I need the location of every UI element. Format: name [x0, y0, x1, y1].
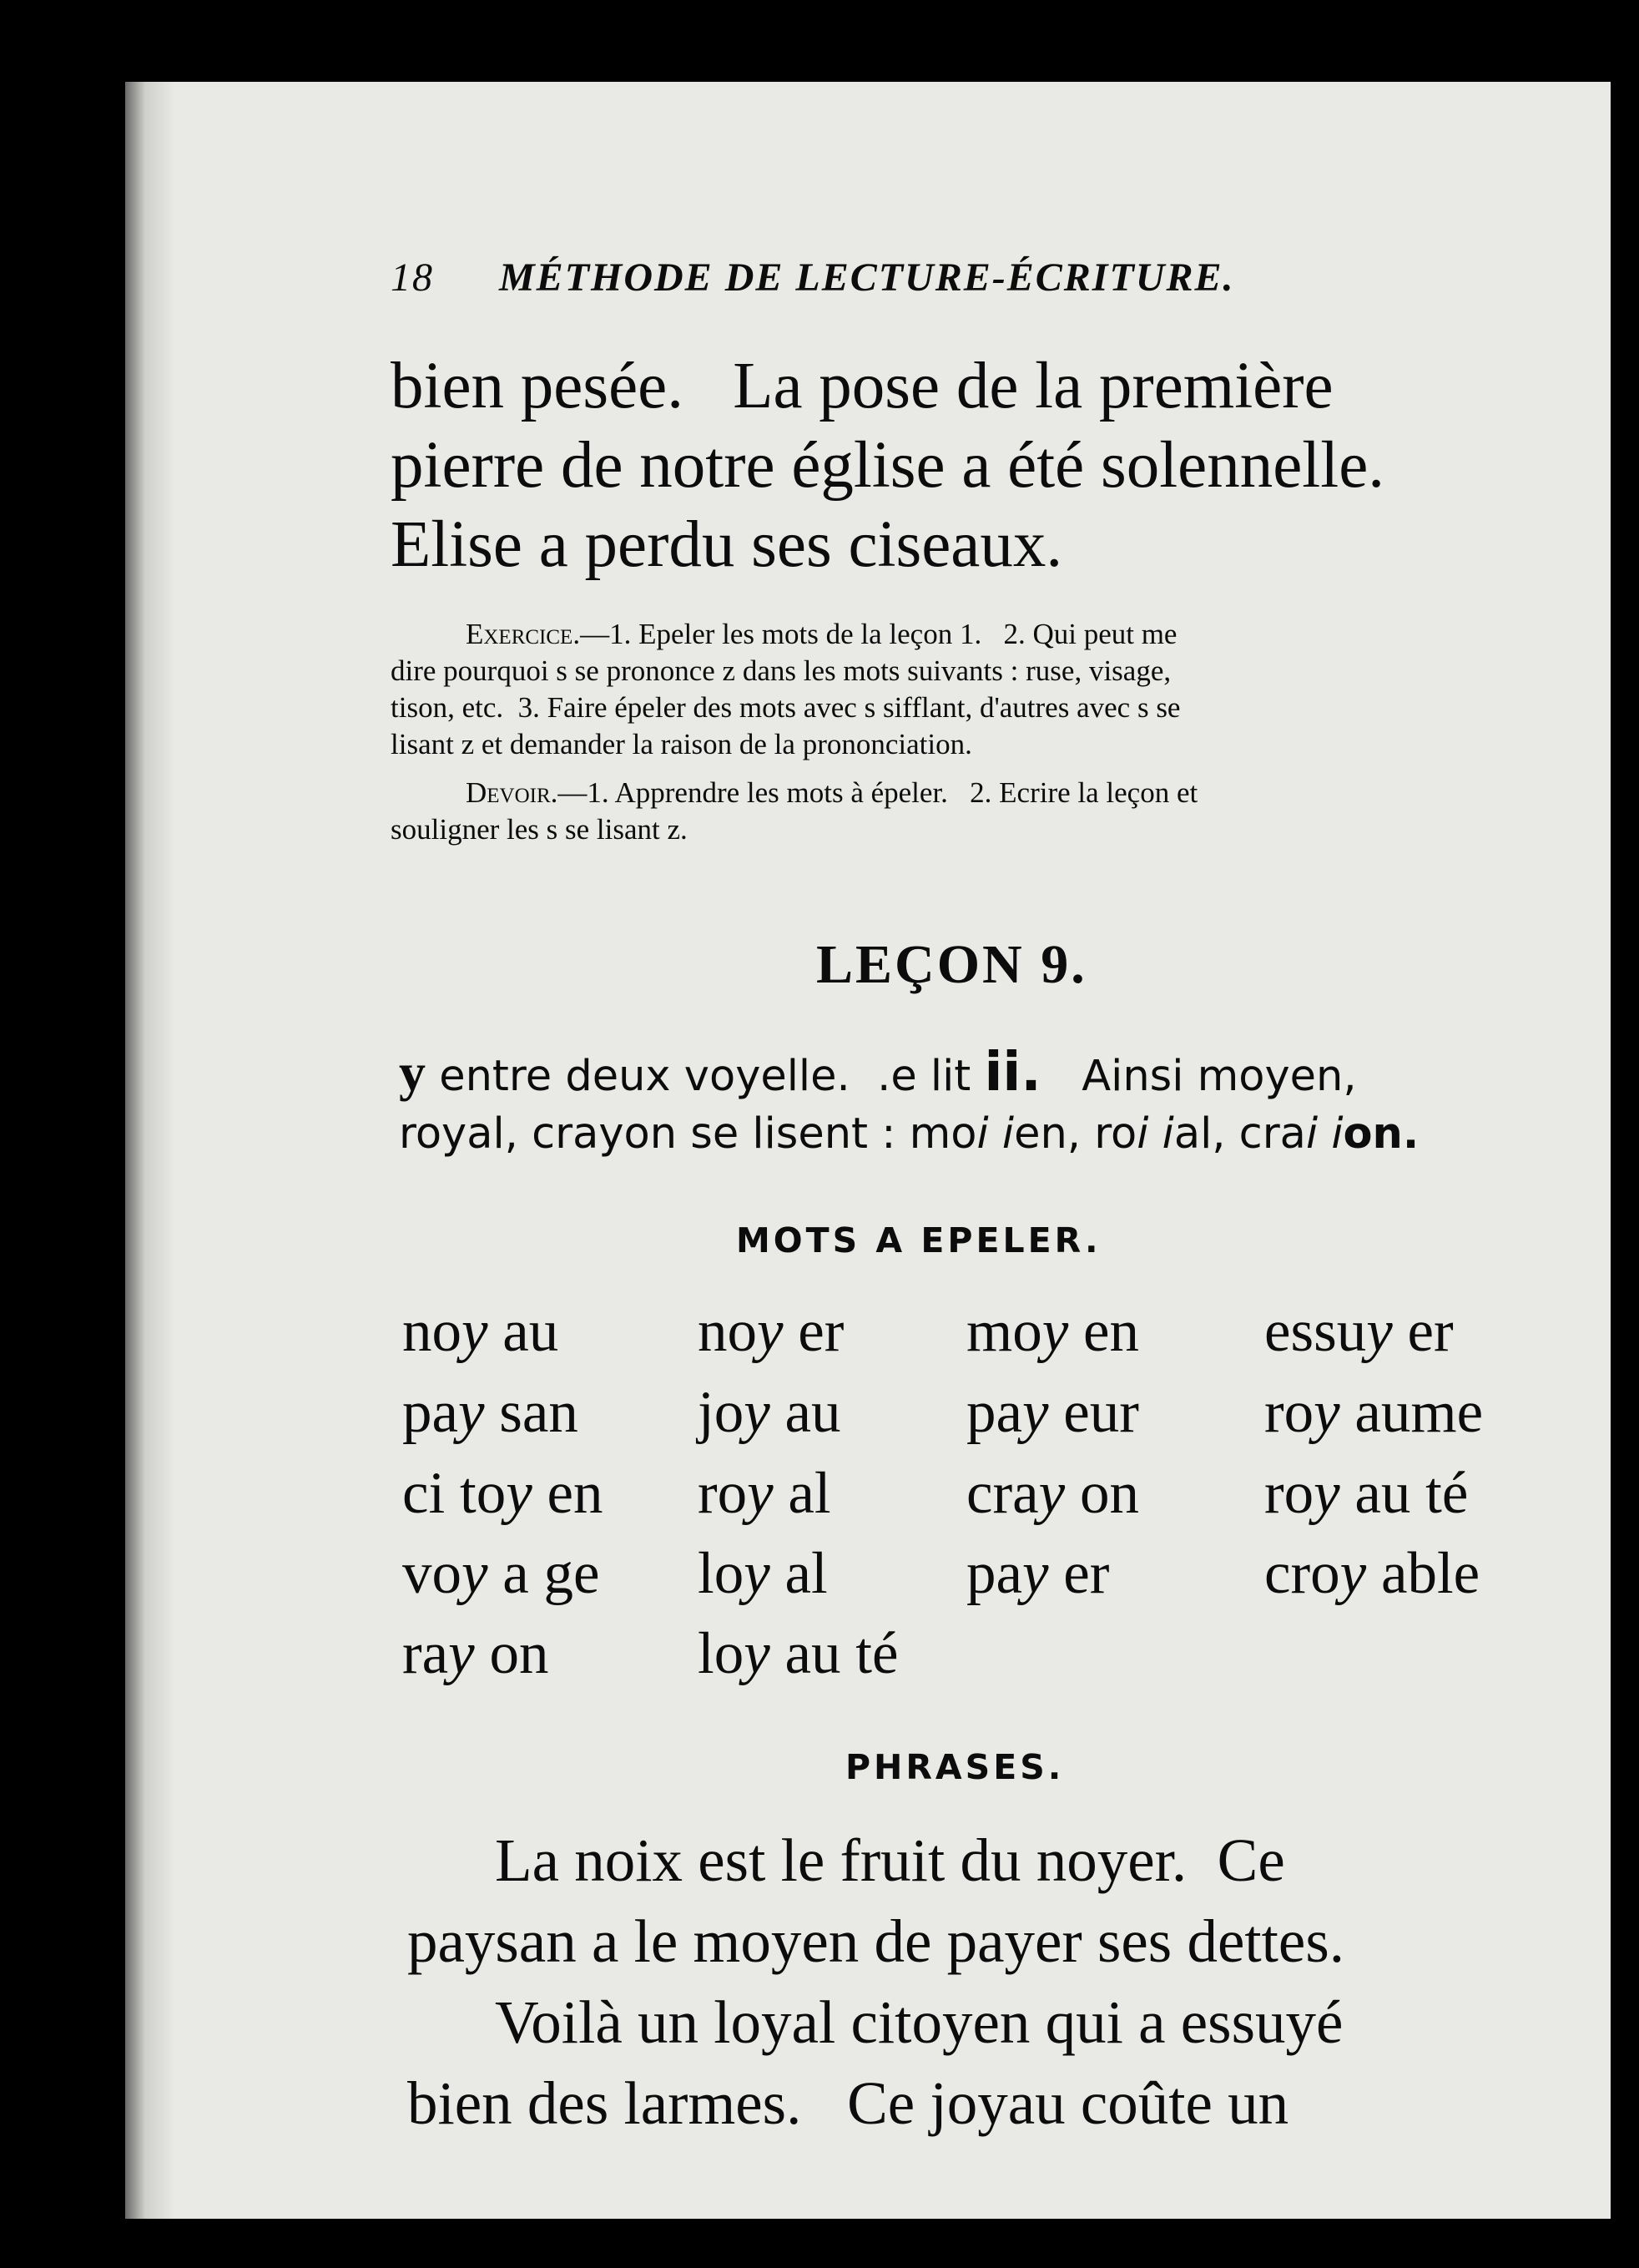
exercice-line: dire pourquoi s se prononce z dans les mots suivants : ruse, visage, — [391, 654, 1172, 687]
word-item — [402, 1540, 600, 1608]
word-part: pa — [966, 1380, 1023, 1445]
word-italic-y: y — [744, 1380, 770, 1445]
rule-text: en, ro — [1014, 1109, 1137, 1159]
rule-text: Ainsi moyen, — [1041, 1052, 1357, 1101]
word-part: aume — [1339, 1380, 1484, 1445]
rule-italic-i: i — [1001, 1109, 1015, 1159]
word-part: er — [1048, 1541, 1110, 1606]
word-italic-y: y — [747, 1461, 774, 1526]
word-part: cro — [1264, 1541, 1340, 1606]
word-part: lo — [698, 1541, 744, 1606]
word-italic-y: y — [1022, 1541, 1049, 1606]
word-part: eur — [1048, 1380, 1139, 1445]
rule-text: royal, crayon se lisent : mo — [399, 1109, 977, 1159]
word-italic-y: y — [1314, 1461, 1340, 1526]
word-item — [698, 1620, 899, 1688]
rule-ii: ii. — [984, 1042, 1041, 1104]
word-part: pa — [966, 1541, 1023, 1606]
exercice-label: Exercice. — [466, 618, 581, 650]
word-part: able — [1366, 1541, 1480, 1606]
word-item — [698, 1540, 828, 1608]
word-part: au — [487, 1299, 559, 1364]
word-italic-y: y — [1366, 1299, 1393, 1364]
word-item — [402, 1620, 548, 1688]
word-part: jo — [698, 1380, 744, 1445]
devoir-label: Devoir. — [466, 776, 558, 809]
word-italic-y: y — [1041, 1299, 1069, 1364]
word-item — [402, 1379, 578, 1447]
word-item — [1264, 1540, 1480, 1608]
word-part: ro — [698, 1461, 748, 1526]
word-part: on — [474, 1621, 549, 1686]
exercice-line: tison, etc. 3. Faire épeler des mots avec s sifflant, d'autres avec s se — [391, 691, 1181, 724]
word-part: mo — [966, 1299, 1042, 1364]
word-part: au té — [769, 1621, 899, 1686]
rule-italic-i: i — [1305, 1109, 1319, 1159]
word-italic-y: y — [1022, 1380, 1049, 1445]
word-item — [966, 1379, 1139, 1447]
word-part: a ge — [487, 1541, 600, 1606]
word-part: au — [769, 1380, 841, 1445]
running-header — [391, 255, 1234, 301]
word-italic-y: y — [1314, 1380, 1340, 1445]
exercice-paragraph — [391, 616, 1180, 763]
word-item — [402, 1460, 603, 1528]
word-part: san — [484, 1380, 578, 1445]
rule-italic-i: i — [1331, 1109, 1344, 1159]
word-item — [402, 1298, 558, 1366]
word-part: ci to — [402, 1461, 507, 1526]
word-italic-y: y — [744, 1541, 770, 1606]
phrase-line: paysan a le moyen de payer ses dettes. — [407, 1907, 1344, 1975]
phrases-heading: PHRASES. — [845, 1747, 1065, 1787]
word-italic-y: y — [1339, 1541, 1367, 1606]
word-part: ro — [1264, 1461, 1314, 1526]
rule-italic-i: i — [976, 1109, 989, 1159]
word-italic-y: y — [744, 1621, 770, 1686]
word-part: al — [773, 1461, 831, 1526]
word-item — [1264, 1460, 1468, 1528]
intro-paragraph — [391, 346, 1384, 584]
word-part: vo — [402, 1541, 461, 1606]
book-title: MÉTHODE DE LECTURE-ÉCRITURE. — [499, 255, 1235, 300]
word-item — [966, 1460, 1139, 1528]
word-item — [698, 1379, 841, 1447]
word-part: en — [1068, 1299, 1140, 1364]
rule-italic-i: i — [1162, 1109, 1174, 1159]
phrase-line: bien des larmes. Ce joyau coûte un — [407, 2069, 1289, 2137]
word-item — [966, 1298, 1139, 1366]
rule-line-2 — [399, 1104, 1419, 1164]
word-item — [698, 1460, 831, 1528]
word-part: en — [532, 1461, 603, 1526]
word-italic-y: y — [506, 1461, 532, 1526]
devoir-line: —1. Apprendre les mots à épeler. 2. Ecrire la leçon et — [557, 776, 1198, 809]
exercice-line: —1. Epeler les mots de la leçon 1. 2. Qui peut me — [580, 618, 1178, 650]
rule-space — [1148, 1109, 1162, 1159]
phrase-line: Voilà un loyal citoyen qui a essuyé — [495, 1988, 1344, 2056]
word-italic-y: y — [1038, 1461, 1066, 1526]
phrase-line: La noix est le fruit du noyer. Ce — [495, 1826, 1285, 1894]
rule-space — [989, 1109, 1002, 1159]
rule-italic-i: i — [1137, 1109, 1149, 1159]
word-item — [1264, 1379, 1483, 1447]
word-italic-y: y — [448, 1621, 475, 1686]
word-item — [966, 1540, 1109, 1608]
page-binding-edge — [125, 82, 175, 2219]
intro-line: Elise a perdu ses ciseaux. — [391, 508, 1063, 581]
word-part: ro — [1264, 1380, 1314, 1445]
words-heading: MOTS A EPELER. — [736, 1220, 1102, 1260]
word-item — [698, 1298, 844, 1366]
word-italic-y: y — [458, 1380, 485, 1445]
word-item — [1264, 1298, 1454, 1366]
intro-line: bien pesée. La pose de la première — [391, 350, 1334, 422]
word-part: pa — [402, 1380, 459, 1445]
lesson-title: LEÇON 9. — [816, 934, 1087, 995]
word-part: no — [402, 1299, 461, 1364]
word-part: er — [783, 1299, 845, 1364]
phrases-paragraph — [407, 1820, 1344, 2144]
word-part: er — [1392, 1299, 1454, 1364]
word-italic-y: y — [461, 1299, 488, 1364]
word-part: lo — [698, 1621, 744, 1686]
word-part: al — [769, 1541, 828, 1606]
word-italic-y: y — [757, 1299, 784, 1364]
word-part: essu — [1264, 1299, 1367, 1364]
word-italic-y: y — [461, 1541, 488, 1606]
word-part: on — [1065, 1461, 1139, 1526]
rule-line-1 — [399, 1042, 1357, 1107]
rule-space — [1318, 1109, 1331, 1159]
rule-text: al, cra — [1173, 1109, 1306, 1159]
rule-text: entre deux voyelle. .e lit — [426, 1052, 985, 1101]
word-part: cra — [966, 1461, 1039, 1526]
exercice-line: lisant z et demander la raison de la prononciation. — [391, 728, 972, 760]
rule-y: y — [399, 1043, 426, 1102]
rule-text: on. — [1343, 1109, 1420, 1159]
word-part: au té — [1339, 1461, 1469, 1526]
devoir-paragraph — [391, 775, 1198, 848]
intro-line: pierre de notre église a été solennelle. — [391, 429, 1385, 502]
devoir-line: souligner les s se lisant z. — [391, 813, 688, 846]
word-part: no — [698, 1299, 757, 1364]
page-number: 18 — [391, 255, 434, 300]
word-part: ra — [402, 1621, 449, 1686]
